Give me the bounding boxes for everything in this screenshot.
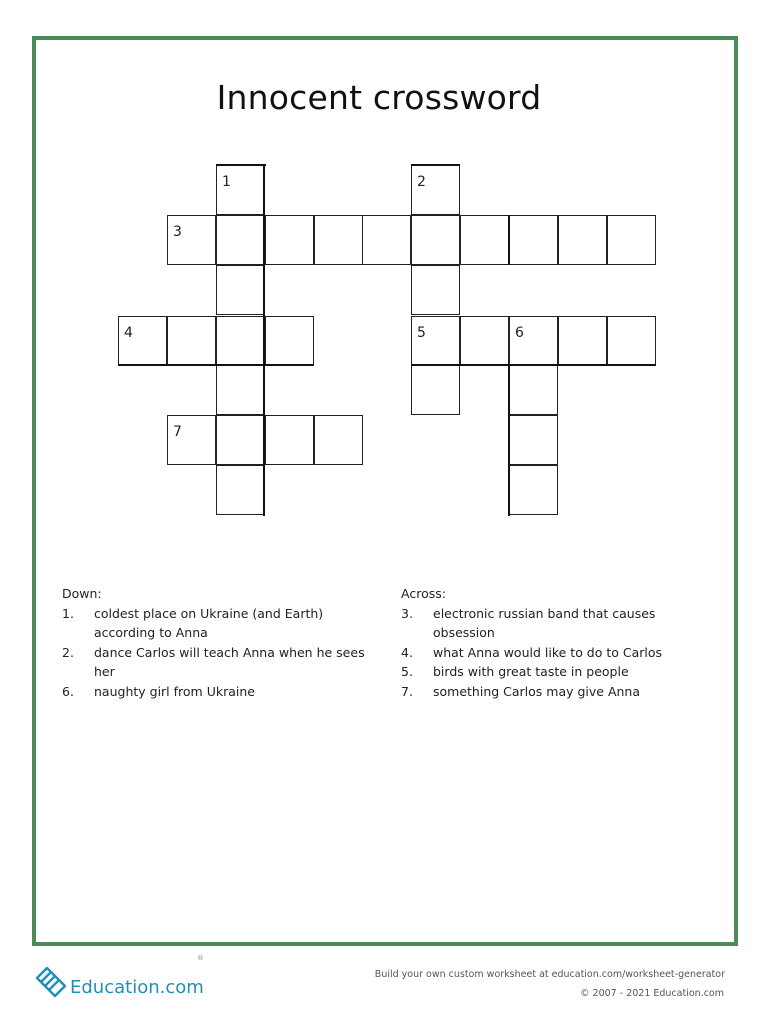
clue-item-number: 6. xyxy=(62,683,74,699)
crossword-cell[interactable] xyxy=(265,316,314,366)
crossword-cell[interactable] xyxy=(509,316,558,366)
crossword-cell[interactable] xyxy=(265,215,314,265)
crossword-cell[interactable] xyxy=(411,316,460,366)
clue-number: 7 xyxy=(173,424,182,440)
clue-item-text: electronic russian band that causes obsession xyxy=(433,605,656,640)
clue-item-number: 7. xyxy=(401,683,413,699)
education-logo-icon xyxy=(31,962,71,1002)
clue-item xyxy=(62,643,372,682)
crossword-cell[interactable] xyxy=(509,465,558,515)
crossword-cell[interactable] xyxy=(558,215,607,265)
clue-item-text: birds with great taste in people xyxy=(433,664,629,679)
crossword-cell[interactable] xyxy=(167,215,216,265)
crossword-cell[interactable] xyxy=(314,215,363,265)
clue-item-text: naughty girl from Ukraine xyxy=(94,683,255,699)
crossword-cell[interactable] xyxy=(607,316,656,366)
clue-item xyxy=(401,682,681,702)
clue-item xyxy=(401,604,681,643)
registered-mark: ® xyxy=(197,954,204,962)
crossword-cell[interactable] xyxy=(411,165,460,215)
copyright-text: © 2007 - 2021 Education.com xyxy=(580,988,724,999)
crossword-cell[interactable] xyxy=(216,316,265,366)
page-title: Innocent crossword xyxy=(216,78,542,118)
worksheet-generator-link[interactable]: Build your own custom worksheet at education.com/worksheet-generator xyxy=(374,969,725,980)
clue-item-text: what Anna would like to do to Carlos xyxy=(433,644,663,660)
clue-number: 5 xyxy=(417,325,426,341)
crossword-cell[interactable] xyxy=(607,215,656,265)
clue-item-number: 2. xyxy=(62,644,74,660)
crossword-cell[interactable] xyxy=(460,316,509,366)
clue-item xyxy=(401,643,681,663)
clue-item-text: something Carlos may give Anna xyxy=(433,683,641,699)
clue-item xyxy=(62,604,372,643)
clue-number: 3 xyxy=(173,224,182,240)
clue-number: 6 xyxy=(515,325,524,341)
clue-item-number: 1. xyxy=(62,605,74,621)
crossword-cell[interactable] xyxy=(216,165,265,215)
crossword-cell[interactable] xyxy=(411,265,460,315)
crossword-cell[interactable] xyxy=(118,316,167,366)
crossword-cell[interactable] xyxy=(216,215,265,265)
crossword-cell[interactable] xyxy=(265,415,314,465)
clue-item-number: 5. xyxy=(401,664,413,679)
crossword-cell[interactable] xyxy=(509,415,558,465)
clue-number: 4 xyxy=(124,325,133,341)
across-clues xyxy=(401,584,681,701)
down-clues xyxy=(62,584,372,701)
crossword-cell[interactable] xyxy=(167,415,216,465)
crossword-cell[interactable] xyxy=(411,365,460,415)
clue-item xyxy=(401,662,681,682)
clue-item-text: coldest place on Ukraine (and Earth) according to Anna xyxy=(94,605,324,640)
crossword-cell[interactable] xyxy=(558,316,607,366)
crossword-cell[interactable] xyxy=(216,265,265,315)
crossword-cell[interactable] xyxy=(216,415,265,465)
crossword-cell[interactable] xyxy=(167,316,216,366)
crossword-cell[interactable] xyxy=(216,465,265,515)
crossword-cell[interactable] xyxy=(460,215,509,265)
across-heading: Across: xyxy=(401,586,446,601)
crossword-cell[interactable] xyxy=(362,215,411,265)
page-border xyxy=(32,36,738,946)
down-heading: Down: xyxy=(62,586,102,601)
clue-item-number: 3. xyxy=(401,605,413,621)
crossword-cell[interactable] xyxy=(509,215,558,265)
clue-item-text: dance Carlos will teach Anna when he sees her xyxy=(94,644,365,679)
crossword-cell[interactable] xyxy=(314,415,363,465)
crossword-cell[interactable] xyxy=(216,365,265,415)
clue-number: 2 xyxy=(417,174,426,190)
crossword-cell[interactable] xyxy=(411,215,460,265)
education-brand-name[interactable]: Education.com xyxy=(70,977,204,998)
clue-item xyxy=(62,682,372,702)
crossword-cell[interactable] xyxy=(509,365,558,415)
clue-number: 1 xyxy=(222,174,231,190)
clue-item-number: 4. xyxy=(401,644,413,660)
